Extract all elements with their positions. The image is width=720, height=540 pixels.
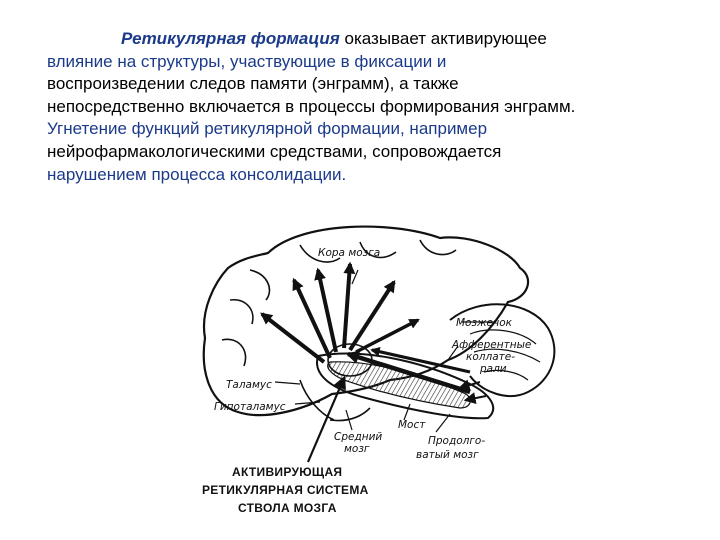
label-midbrain-2: мозг	[344, 443, 370, 455]
paragraph-line-7: нарушением процесса консолидации.	[47, 164, 347, 184]
paragraph-line-4: непосредственно включается в процессы формирования энграмм.	[47, 96, 576, 116]
label-cortex: Кора мозга	[318, 247, 381, 259]
label-medulla-1: Продолго-	[428, 435, 486, 447]
label-afferent-3: рали	[480, 363, 507, 375]
paragraph-line-1-rest: оказывает активирующее	[339, 29, 547, 48]
label-hypothalamus: Гипоталамус	[214, 401, 286, 413]
label-thalamus: Таламус	[226, 379, 272, 391]
label-medulla-2: ватый мозг	[416, 449, 479, 461]
paragraph-line-5: Угнетение функций ретикулярной формации, например	[47, 119, 488, 139]
term-reticular-formation: Ретикулярная формация	[121, 29, 340, 48]
caption-line-1: АКТИВИРУЮЩАЯ	[232, 465, 343, 479]
label-pons: Мост	[398, 419, 426, 431]
label-cerebellum: Мозжечок	[456, 317, 512, 329]
paragraph-line-6: нейрофармакологическими средствами, сопровождается	[47, 141, 502, 161]
label-afferent-2: коллате-	[466, 351, 515, 363]
caption-line-3: СТВОЛА МОЗГА	[238, 501, 337, 515]
label-midbrain-1: Средний	[334, 431, 383, 443]
paragraph-line-3: воспроизведении следов памяти (энграмм), а также	[47, 74, 459, 94]
label-afferent-1: Афферентные	[452, 339, 532, 351]
paragraph-line-2: влияние на структуры, участвующие в фиксации и	[47, 51, 447, 71]
caption-line-2: РЕТИКУЛЯРНАЯ СИСТЕМА	[202, 483, 369, 497]
